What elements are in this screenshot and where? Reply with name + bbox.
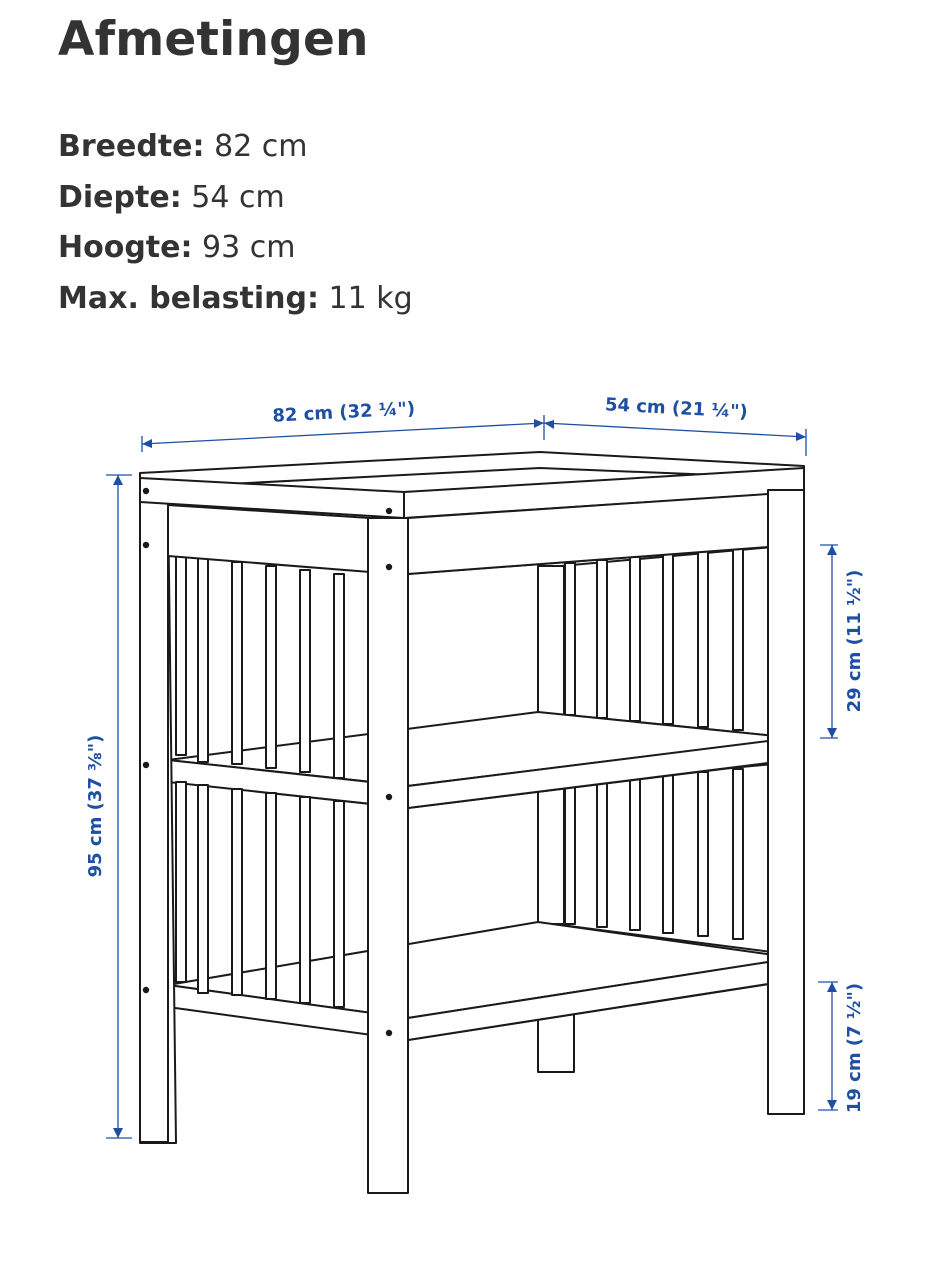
shelf-gap-dimension-label: 29 cm (11 ½") [844, 569, 865, 713]
width-dimension-label: 82 cm (32 ¼") [271, 398, 416, 427]
right-back-post-lower [538, 786, 564, 924]
front-corner-leg [368, 518, 408, 1193]
spec-label: Breedte: [58, 129, 205, 164]
page-title: Afmetingen [58, 12, 369, 67]
back-leg [538, 1012, 574, 1072]
changing-table-drawing [140, 452, 804, 1193]
depth-dimension-label: 54 cm (21 ¼") [604, 394, 749, 423]
spec-label: Max. belasting: [58, 280, 319, 316]
spec-value: 93 cm [202, 230, 296, 265]
spec-value: 54 cm [191, 179, 285, 215]
spec-label: Diepte: [58, 179, 182, 215]
spec-value: 82 cm [214, 129, 308, 164]
spec-label: Hoogte: [58, 230, 193, 265]
leg-height-dimension-label: 19 cm (7 ½") [844, 982, 865, 1114]
height-dimension-label: 95 cm (37 ⅜") [85, 734, 106, 878]
left-back-leg-body [140, 492, 168, 1142]
front-right-leg [768, 490, 804, 1114]
spec-value: 11 kg [328, 280, 413, 316]
right-back-post [538, 566, 564, 716]
